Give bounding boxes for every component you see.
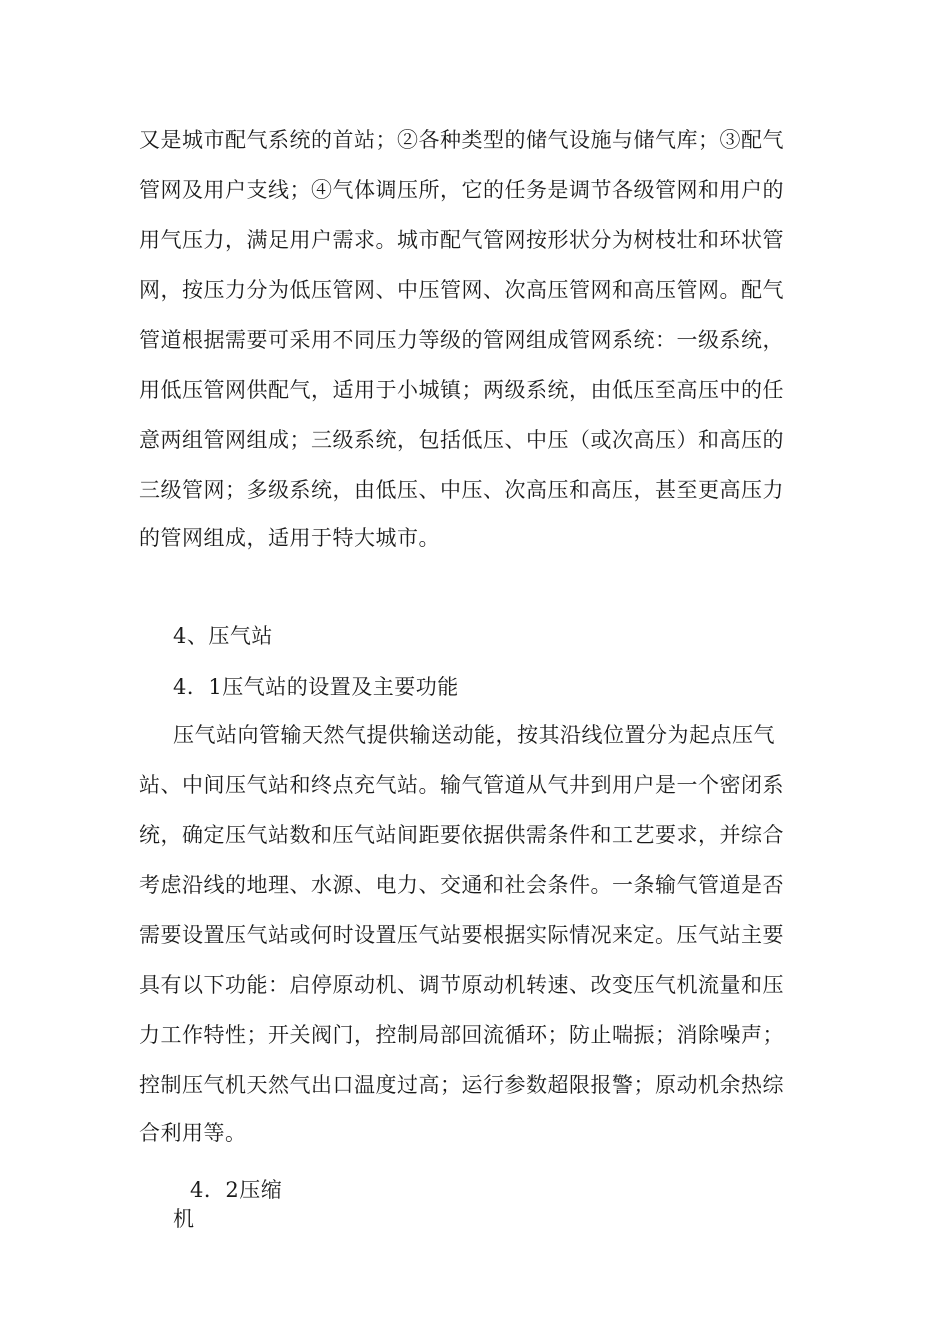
section-4-1-line-2: 站、中间压气站和终点充气站。输气管道从气井到用户是一个密闭系 — [139, 773, 784, 797]
section-4-1-line-9: 合利用等。 — [139, 1121, 247, 1145]
paragraph1-line-9: 的管网组成，适用于特大城市。 — [139, 526, 440, 550]
paragraph1-line-8: 三级管网；多级系统，由低压、中压、次高压和高压，甚至更高压力 — [139, 478, 784, 502]
paragraph1-line-3: 用气压力，满足用户需求。城市配气管网按形状分为树枝壮和环状管 — [139, 228, 784, 252]
section-4-1-line-5: 需要设置压气站或何时设置压气站要根据实际情况来定。压气站主要 — [139, 923, 784, 947]
paragraph1-line-6: 用低压管网供配气，适用于小城镇；两级系统，由低压至高压中的任 — [139, 378, 784, 402]
section-4-1-line-3: 统，确定压气站数和压气站间距要依据供需条件和工艺要求，并综合 — [139, 823, 784, 847]
section-4-1-line-8: 控制压气机天然气出口温度过高；运行参数超限报警；原动机余热综 — [139, 1073, 784, 1097]
paragraph1-line-5: 管道根据需要可采用不同压力等级的管网组成管网系统：一级系统， — [139, 328, 784, 352]
section-4-1-line-4: 考虑沿线的地理、水源、电力、交通和社会条件。一条输气管道是否 — [139, 873, 784, 897]
section-4-2-heading-line-1: 4．2压缩 — [190, 1178, 283, 1202]
paragraph1-line-7: 意两组管网组成；三级系统，包括低压、中压（或次高压）和高压的 — [139, 428, 784, 452]
section-4-1-line-1: 压气站向管输天然气提供输送动能，按其沿线位置分为起点压气 — [173, 723, 775, 747]
paragraph1-line-1: 又是城市配气系统的首站；②各种类型的储气设施与储气库；③配气 — [139, 128, 784, 152]
section-4-1-heading: 4．1压气站的设置及主要功能 — [173, 675, 459, 699]
section-4-heading: 4、压气站 — [173, 624, 273, 648]
section-4-2-heading-line-2: 机 — [173, 1207, 195, 1231]
paragraph1-line-4: 网，按压力分为低压管网、中压管网、次高压管网和高压管网。配气 — [139, 278, 784, 302]
section-4-1-line-6: 具有以下功能：启停原动机、调节原动机转速、改变压气机流量和压 — [139, 973, 784, 997]
paragraph1-line-2: 管网及用户支线；④气体调压所，它的任务是调节各级管网和用户的 — [139, 178, 784, 202]
section-4-1-line-7: 力工作特性；开关阀门，控制局部回流循环；防止喘振；消除噪声； — [139, 1023, 784, 1047]
